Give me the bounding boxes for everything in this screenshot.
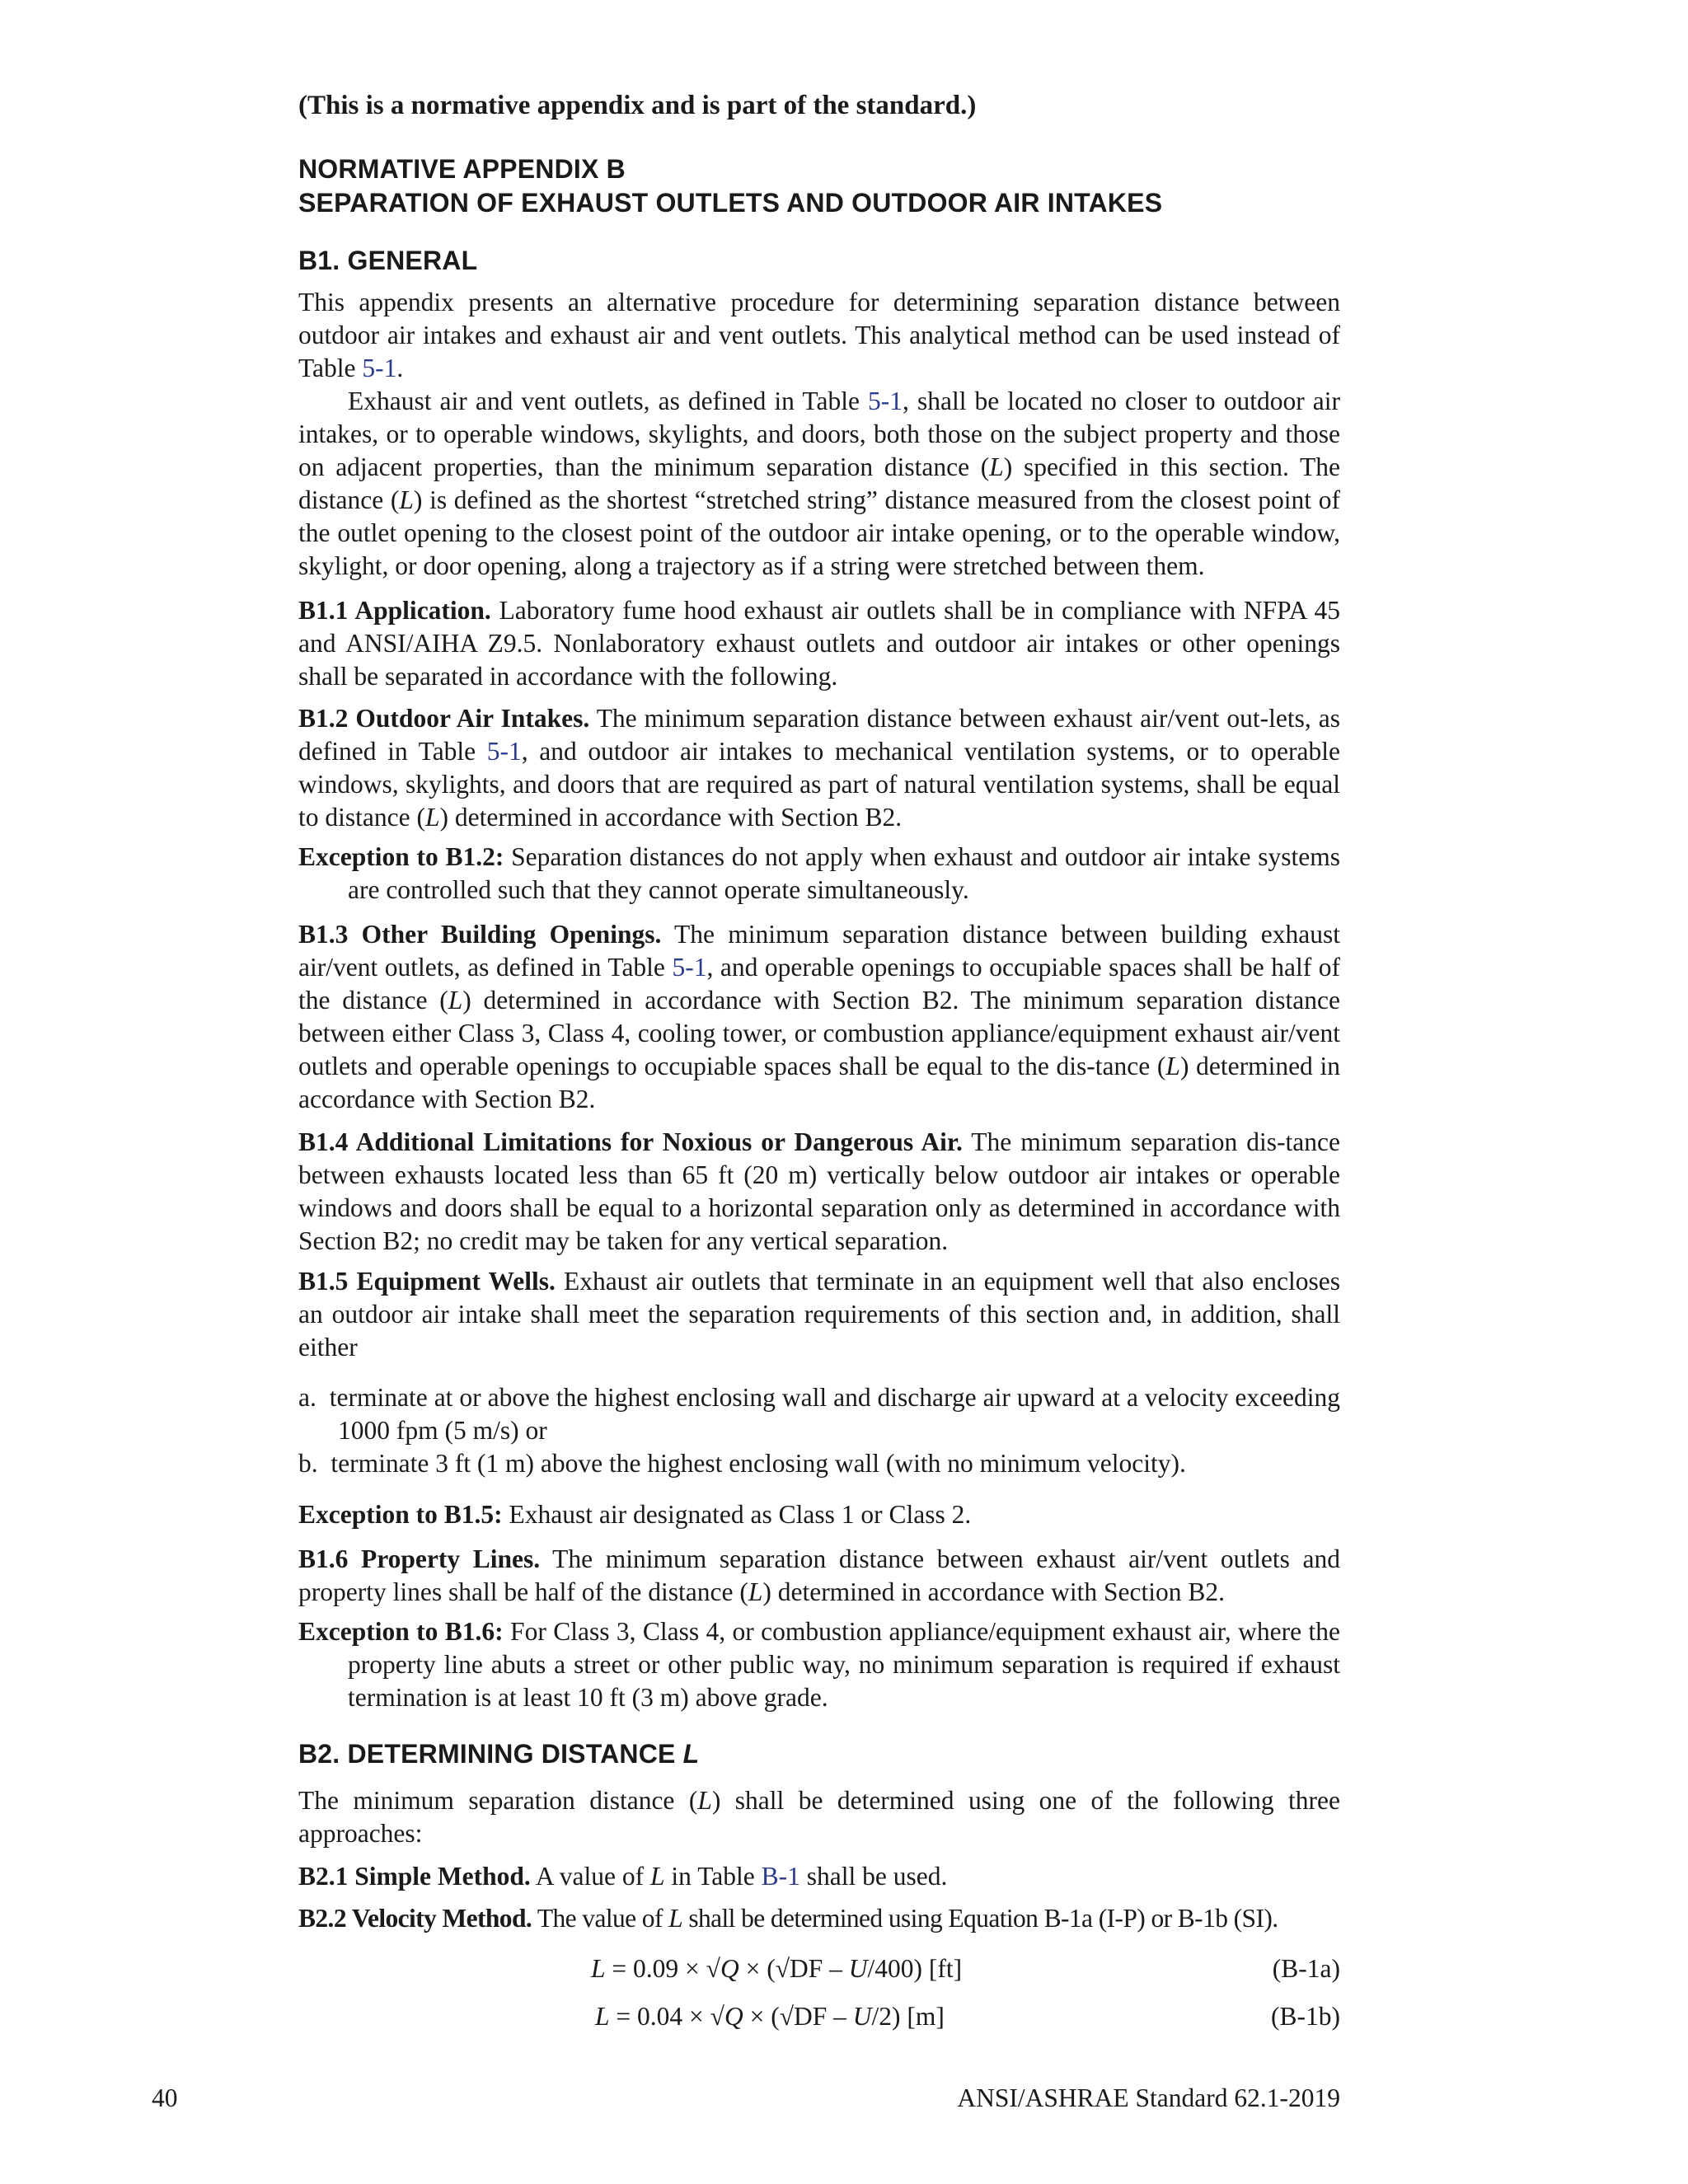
table-5-1-link[interactable]: 5-1 [486,737,522,766]
equation-expression: L = 0.09 × √Q × (√DF – U/400) [ft] [591,1954,963,1983]
exception-b1-5-label: Exception to B1.5: [298,1500,503,1529]
normative-note: (This is a normative appendix and is part of the standard.) [298,91,977,120]
list-item-a: a. terminate at or above the highest enclosing wall and discharge air upward at a velocity exceeding 1000 fpm (5 m/s) or [298,1383,1341,1445]
b1-1-application: B1.1 Application. Laboratory fume hood exhaust air outlets shall be in compliance with NFPA 45 and ANSI/AIHA Z9.5. Nonlaboratory exhaust outlets and outdoor air intakes or other openings shall be separated in accordance with the following. [298,596,1340,691]
equation-label: (B-1a) [1272,1954,1340,1983]
b1-2-label: B1.2 Outdoor Air Intakes. [298,704,590,733]
b1-3-label: B1.3 Other Building Openings. [298,920,662,949]
table-5-1-link[interactable]: 5-1 [672,953,707,982]
standard-name: ANSI/ASHRAE Standard 62.1-2019 [957,2083,1340,2112]
exception-b1-2-label: Exception to B1.2: [298,842,504,871]
b1-4-noxious-air: B1.4 Additional Limitations for Noxious or Dangerous Air. The minimum separation dis-tance between exhausts located less than 65 ft (20 m) vertically below outdoor air intakes or operable windows and doors shall be equal to a horizontal separation only as determined in accordance with Section B2; no credit may be taken for any vertical separation. [298,1127,1340,1255]
equation-label: (B-1b) [1271,2002,1340,2031]
b2-1-simple-method: B2.1 Simple Method. A value of L in Table B-1 shall be used. [298,1862,948,1891]
b1-6-property-lines: B1.6 Property Lines. The minimum separation distance between exhaust air/vent outlets and property lines shall be half of the distance (L) determined in accordance with Section B2. [298,1544,1340,1606]
exception-b1-2: Exception to B1.2: Separation distances do not apply when exhaust and outdoor air intake systems are controlled such that they cannot operate simultaneously. [298,842,1341,904]
equation-expression: L = 0.04 × √Q × (√DF – U/2) [m] [595,2002,945,2031]
exception-b1-6: Exception to B1.6: For Class 3, Class 4, or combustion appliance/equipment exhaust air, where the property line abuts a street or other public way, no minimum separation is required if exhaust termination is at least 10 ft (3 m) above grade. [298,1617,1340,1712]
page-number: 40 [152,2083,178,2112]
exception-b1-6-label: Exception to B1.6: [298,1617,504,1646]
b1-paragraph-1: This appendix presents an alternative procedure for determining separation distance between outdoor air intakes and exhaust air and vent outlets. This analytical method can be used instead of Table 5-1. [298,288,1340,382]
b1-6-label: B1.6 Property Lines. [298,1544,541,1573]
list-item-b: b. terminate 3 ft (1 m) above the highest enclosing wall (with no minimum velocity). [298,1449,1186,1478]
exception-b1-5: Exception to B1.5: Exhaust air designated as Class 1 or Class 2. [298,1500,972,1529]
section-heading-b2: B2. DETERMINING DISTANCE L [298,1739,700,1769]
appendix-title-line2: SEPARATION OF EXHAUST OUTLETS AND OUTDOOR AIR INTAKES [298,188,1163,218]
b2-2-velocity-method: B2.2 Velocity Method. The value of L shall be determined using Equation B-1a (I-P) or B-1b (SI). [298,1904,1278,1933]
b1-1-label: B1.1 Application. [298,596,491,625]
b1-paragraph-2: Exhaust air and vent outlets, as defined in Table 5-1, shall be located no closer to outdoor air intakes, or to operable windows, skylights, and doors, both those on the subject property and those on adjacent properties, than the minimum separation distance (L) specified in this section. The distance (L) is defined as the shortest “stretched string” distance measured from the closest point of the outlet opening to the closest point of the outdoor air intake opening, or to the operable window, skylight, or door opening, along a trajectory as if a string were stretched between them. [298,387,1341,580]
table-5-1-link[interactable]: 5-1 [868,387,903,415]
b1-4-label: B1.4 Additional Limitations for Noxious or Dangerous Air. [298,1127,963,1156]
b1-5-label: B1.5 Equipment Wells. [298,1267,556,1296]
table-b-1-link[interactable]: B-1 [761,1862,800,1891]
appendix-title [298,152,1162,220]
section-heading-b1: B1. GENERAL [298,246,478,275]
appendix-title-line1: NORMATIVE APPENDIX B [298,154,626,184]
b2-2-label: B2.2 Velocity Method. [298,1904,532,1933]
table-5-1-link[interactable]: 5-1 [362,354,397,382]
b1-5-equipment-wells: B1.5 Equipment Wells. Exhaust air outlets that terminate in an equipment well that also encloses an outdoor air intake shall meet the separation requirements of this section and, in addition, shall either [298,1267,1341,1361]
b1-2-outdoor-air-intakes: B1.2 Outdoor Air Intakes. The minimum separation distance between exhaust air/vent out-lets, as defined in Table 5-1, and outdoor air intakes to mechanical ventilation systems, or to operable windows, skylights, and doors that are required as part of natural ventilation systems, shall be equal to distance (L) determined in accordance with Section B2. [298,704,1340,832]
b1-3-other-building-openings: B1.3 Other Building Openings. The minimum separation distance between building exhaust air/vent outlets, as defined in Table 5-1, and operable openings to occupiable spaces shall be half of the distance (L) determined in accordance with Section B2. The minimum separation distance between either Class 3, Class 4, cooling tower, or combustion appliance/equipment exhaust air/vent outlets and operable openings to occupiable spaces shall be equal to the dis-tance (L) determined in accordance with Section B2. [298,920,1341,1113]
b2-paragraph-1: The minimum separation distance (L) shall be determined using one of the following three approaches: [298,1786,1340,1848]
b2-1-label: B2.1 Simple Method. [298,1862,531,1891]
